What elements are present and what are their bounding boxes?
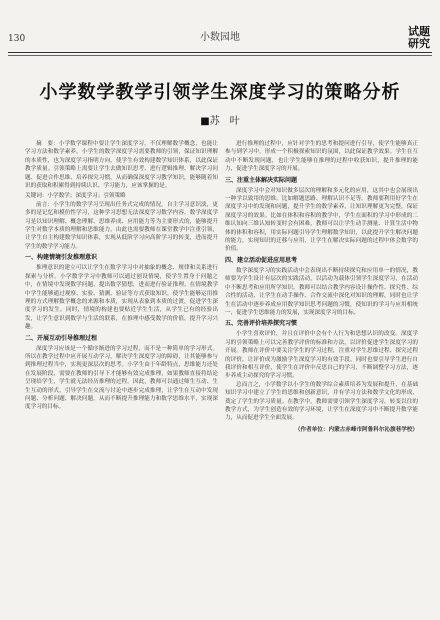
abstract: 摘 要：小学数学课程中要让学生深度学习，不仅理解数学概念，也能让学习方法和数学素养。小学生的数学深度学习需要教师的引领，保证知识理解的本质性，也为深度学习指明方向，使学生有效构建数学知识体系，以此保证教学质量。引领策略上需要让学生去做知识思考、进行逻辑推理、解决学习问题、促进合作思维、培养探究习惯，从而确保深度学习教学知识，能够随着知识的获取和积累得到持续认识、学习能力，应该掌握的是。: [25, 141, 218, 190]
header-rule: [8, 52, 432, 53]
section-tag: [408, 26, 430, 50]
journal-name: 小数园地: [200, 32, 240, 43]
section-paragraph-1: 推理意识的建立可以让学生在数学学习中对抽象的概念、规律和关系进行探索与分析。小学数学学习中教师可以通过创设情境，使学生置身于问题之中，在情境中发现数学问题、提出数学猜想，进而进行验证推理。在情境教学中学生能够通过观察、实验、猜测、验证等方式获取知识，使学生能够运用推理的方式理解数学概念的来源和本质，实现从表象到本质的过渡，促进学生深度学习的发生。同时，情境的构建也要贴近学生生活，从学生已有的经验出发，让学生意识到数学与生活的联系，在推理中感受数学的价值，提升学习兴趣。: [25, 265, 218, 331]
section-tag-line1: 试题: [408, 25, 430, 38]
article-author: ■苏 叶: [200, 116, 240, 127]
section-tag-line2: 研究: [408, 37, 430, 50]
section-paragraph-5: 小学生喜欢评价，并且在评价中会有个人行为和思想认识的改变。深度学习的引领策略上可以完善教学评价的标准和方法，以评价促进学生深度学习的开展。教师在评价中要关注学生的学习过程，注重对学生思维过程、探究过程的评价，让评价成为激励学生深度学习的有效手段。同时也要引导学生进行自我评价和相互评价，使学生在评价中反思自己的学习，不断调整学习方法，逐步养成主动探究的学习习惯。: [225, 331, 418, 380]
section-paragraph-2: 深度学习应该是一个循序渐进的学习过程，而不是一种简单的学习形式。所以在教学过程中应开展互动学习，解决学生深度学习的障碍，让其能够参与到推理过程当中，实现更深层次的思考。小学生由于年龄特点，思维能力还处在发展阶段，需要在教师的引导下才能够有效完成推理，如果教师直接将结论呈现给学生，学生就无法经历推理的过程。因此，教师可以通过师生互动、生生互动的形式，引导学生在交流与讨论中逐步完成推理，让学生在互动中发现问题、分析问题、解决问题，从而不断提升推理能力和数学思维水平，实现深度学习的目标。: [25, 345, 218, 411]
section-heading-2: 二、开展互动引导推理过程: [25, 334, 98, 342]
section-paragraph-3: 深度学习中会对知识做多层次的理解和多元化的应用，这其中也会展现出一种学以致用的思维，比如解题思路、理解认识不足等。教师要利用好学生在深度学习中的发现和问题，提升学生的数学素养，让知识理解更为完整，保证深度学习的效果。比如在体积和容积的教学中，学生在面积的学习中形成的二维认知向三维认知转变时会有困难，教师可以让学生动手测量、计算生活中物体的体积和容积，用实际问题引导学生理解数学知识，以此提升学生解决问题的能力，实现知识的迁移与应用，让学生在解决实际问题的过程中体会数学的价值。: [225, 187, 418, 253]
right-column: [225, 140, 418, 434]
page-number: 130: [8, 34, 26, 44]
continued-paragraph: 进行推理的过程中，应针对学生的思考和提问进行引导，使学生能够真正参与到学习中，形成一个积极探索知识的氛围，以此保证教学效果。学生在互动中不断发现问题，也让学生能够在推理的过程中收获知识，提升推理的能力，促进学生深度学习的开展。: [225, 141, 418, 173]
section-heading-3: 三、注重主体解决实际问题: [225, 176, 298, 184]
section-heading-5: 五、完善评价培养探究习惯: [225, 320, 298, 328]
header-rule-thin: [8, 55, 432, 56]
keywords: 关键词：小学数学；深度学习；引领策略: [25, 193, 126, 200]
left-column: [25, 140, 218, 412]
author-affiliation: （作者单位：内蒙古赤峰市阿鲁科尔沁旗巷学校）: [294, 426, 418, 433]
intro-paragraph: 前言：小学生的数学学习呈现出任务式完成的情况，自主学习意识淡，更多的是记忆和模仿性学习，这种学习思想无法深度学习数学内容。数学深度学习是以知识理解、概念理解、思维养成、应用能力等为主要形式的，能够提升学生对数学本质的理解和思维能力，由此也需要教师在课堂教学中注重引领，让学生自主构建数学知识体系，实现从低阶学习向高阶学习的转变，进而提升学生的数学学习能力。: [25, 201, 218, 250]
section-heading-4: 四、建立活动促进应用思考: [225, 256, 298, 264]
section-heading-1: 一、构建情境引发推理意识: [25, 254, 98, 262]
section-paragraph-4: 数学深度学习的实践活动中会表现出不断持续探究和应用单一的情况，教师要为学生设计有层次的实践活动，以活动为载体引领学生深度学习，在活动中不断思考和应用所学知识。教师可以结合教学内容设计操作性、探究性、综合性的活动，让学生在动手操作、合作交流中深化对知识的理解，同时也让学生在活动中逐步养成应用数学知识思考问题的习惯，使知识的学习与应用相统一，促进学生思维能力的发展，实现深度学习的目标。: [225, 267, 418, 316]
article-title: 小学数学教学引领学生深度学习的策略分析: [39, 82, 401, 103]
conclusion-paragraph: 总而言之，小学数学以小学生的数学综合素质培养为发展和提升，在基础知识学习中建立了学生的思维和创新意识，并有学习方法和数学文化的形成，奠定了学生的学习质量。在教学中，教师需要引领学生深度学习，转变以往的教学方式，为学生创造有效的学习环境，让学生在深度学习中不断提升数学能力，从而促进学生全面发展。: [225, 381, 418, 422]
page-header: [0, 0, 440, 58]
